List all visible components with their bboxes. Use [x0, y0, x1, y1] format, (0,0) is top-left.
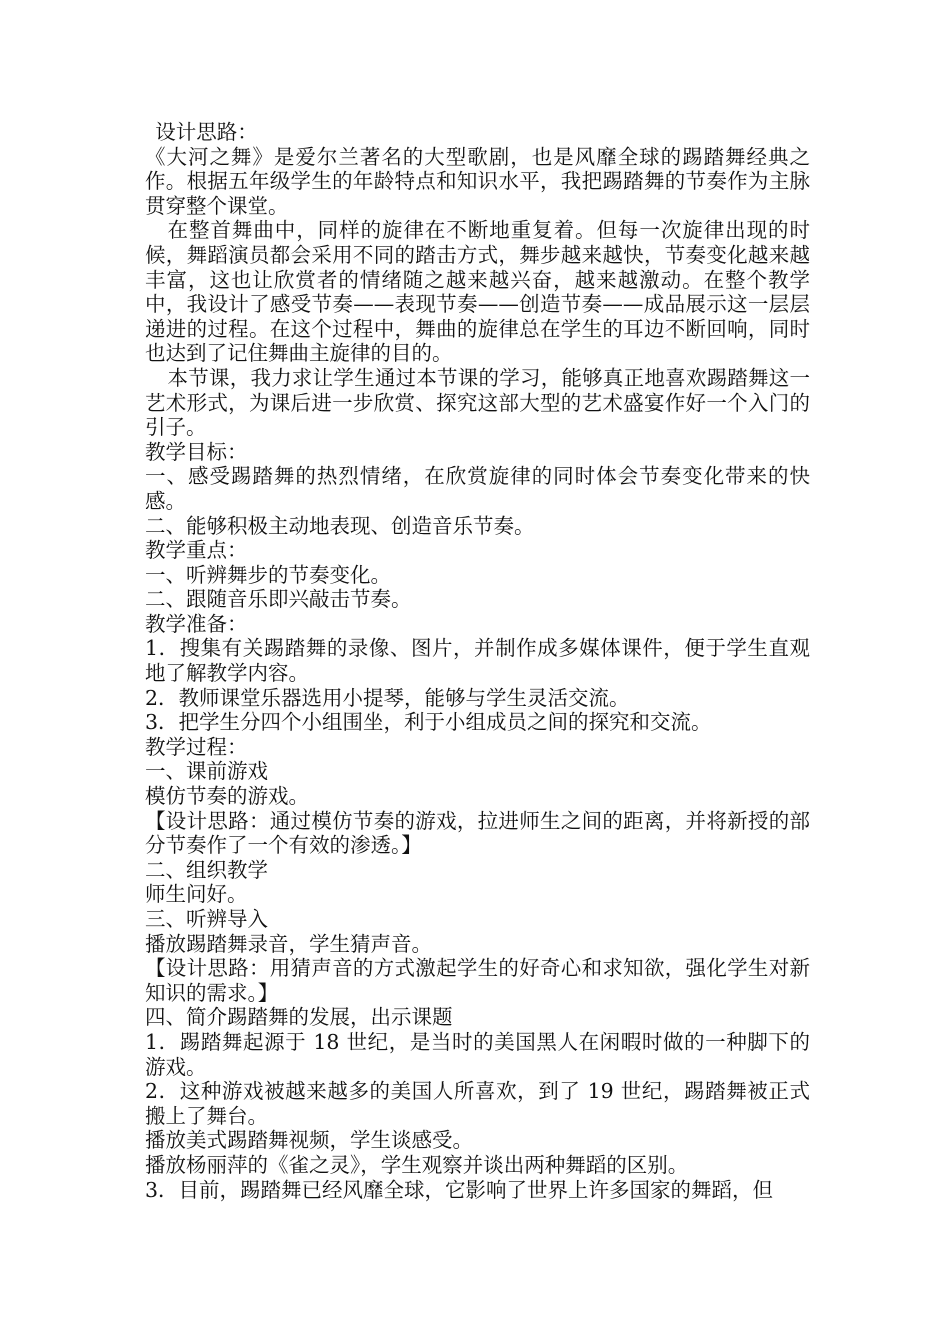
process-text: 播放美式踢踏舞视频，学生谈感受。 — [145, 1128, 473, 1153]
document-body — [145, 120, 810, 1202]
preparation-item: 3．把学生分四个小组围坐，利于小组成员之间的探究和交流。 — [145, 710, 712, 735]
process-text: 模仿节奏的游戏。 — [145, 784, 309, 809]
design-note: 【设计思路：通过模仿节奏的游戏，拉进师生之间的距离，并将新授的部分节奏作了一个有效的渗透。】 — [145, 808, 810, 858]
paragraph-melody: 在整首舞曲中，同样的旋律在不断地重复着。但每一次旋律出现的时候，舞蹈演员都会采用不同的踏击方式，舞步越来越快，节奏变化越来越丰富，这也让欣赏者的情绪随之越来越兴奋，越来越激动。在整个教学中，我设计了感受节奏——表现节奏——创造节奏——成品展示这一层层递进的过程。在这个过程中，舞曲的旋律总在学生的耳边不断回响，同时也达到了记住舞曲主旋律的目的。 — [145, 218, 810, 366]
process-text: 播放杨丽萍的《雀之灵》，学生观察并谈出两种舞蹈的区别。 — [145, 1152, 689, 1177]
focus-item: 二、跟随音乐即兴敲击节奏。 — [145, 587, 412, 612]
process-step-heading: 一、课前游戏 — [145, 759, 268, 784]
objective-item: 二、能够积极主动地表现、创造音乐节奏。 — [145, 513, 535, 538]
process-step-heading: 二、组织教学 — [145, 857, 268, 882]
process-step-heading: 四、简介踢踏舞的发展，出示课题 — [145, 1005, 453, 1030]
heading-teaching-preparation: 教学准备： — [145, 611, 248, 636]
preparation-item: 1．搜集有关踢踏舞的录像、图片，并制作成多媒体课件，便于学生直观地了解教学内容。 — [145, 636, 810, 686]
objective-item: 一、感受踢踏舞的热烈情绪，在欣赏旋律的同时体会节奏变化带来的快感。 — [145, 464, 810, 513]
design-note: 【设计思路：用猜声音的方式激起学生的好奇心和求知欲，强化学生对新知识的需求。】 — [145, 956, 810, 1005]
process-text: 师生问好。 — [145, 882, 248, 907]
process-text: 播放踢踏舞录音，学生猜声音。 — [145, 931, 432, 956]
process-step-heading: 三、听辨导入 — [145, 907, 268, 931]
heading-teaching-objectives: 教学目标： — [145, 439, 248, 464]
paragraph-goal: 本节课，我力求让学生通过本节课的学习，能够真正地喜欢踢踏舞这一艺术形式，为课后进一步欣赏、探究这部大型的艺术盛宴作好一个入门的引子。 — [145, 365, 810, 440]
process-item: 3．目前，踢踏舞已经风靡全球，它影响了世界上许多国家的舞蹈，但 — [145, 1177, 774, 1202]
paragraph-intro: 《大河之舞》是爱尔兰著名的大型歌剧，也是风靡全球的踢踏舞经典之作。根据五年级学生的年龄特点和知识水平，我把踢踏舞的节奏作为主脉贯穿整个课堂。 — [145, 144, 810, 218]
process-item: 1．踢踏舞起源于 18 世纪，是当时的美国黑人在闲暇时做的一种脚下的游戏。 — [145, 1029, 810, 1079]
preparation-item: 2．教师课堂乐器选用小提琴，能够与学生灵活交流。 — [145, 685, 630, 710]
process-item: 2．这种游戏被越来越多的美国人所喜欢，到了 19 世纪，踢踏舞被正式搬上了舞台。 — [145, 1079, 810, 1128]
heading-teaching-focus: 教学重点： — [145, 538, 248, 563]
heading-teaching-process: 教学过程： — [145, 734, 248, 759]
heading-design-idea: 设计思路： — [155, 120, 258, 144]
focus-item: 一、听辨舞步的节奏变化。 — [145, 562, 391, 587]
